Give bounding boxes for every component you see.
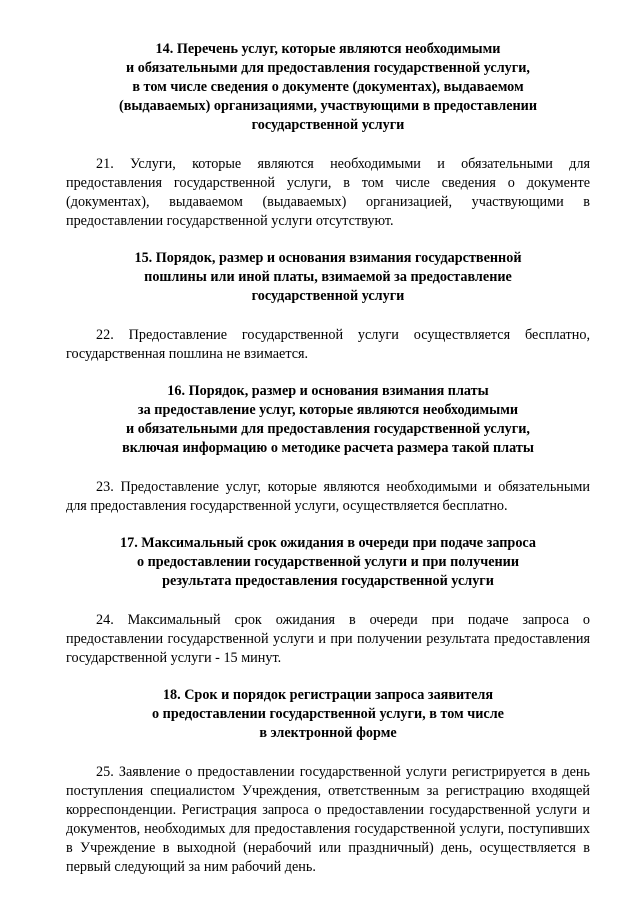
paragraph-25: 25. Заявление о предоставлении государственной услуги регистрируется в день поступления специалистом Учреждения, ответственным за регистрацию входящей корреспонденции. Регистрация запроса о предоставлении государственной услуги и документов, необходимых для предоставления государственной услуги, поступивших в Учреждение в выходной (нерабочий или праздничный) день, осуществляется в первый следующий за ним рабочий день. bbox=[66, 764, 590, 875]
section-17-heading bbox=[66, 534, 590, 591]
heading-line: государственной услуги bbox=[251, 288, 405, 304]
heading-line: пошлины или иной платы, взимаемой за предоставление bbox=[144, 269, 512, 285]
paragraph-24: 24. Максимальный срок ожидания в очереди при подаче запроса о предоставлении государственной услуги и при получении результата предоставления государственной услуги - 15 минут. bbox=[66, 612, 590, 666]
heading-line: 18. Срок и порядок регистрации запроса заявителя bbox=[162, 687, 494, 703]
heading-line: 14. Перечень услуг, которые являются необходимыми bbox=[155, 41, 501, 57]
heading-line: о предоставлении государственной услуги, в том числе bbox=[152, 706, 504, 722]
heading-line: за предоставление услуг, которые являются необходимыми bbox=[137, 402, 519, 418]
section-16-heading bbox=[66, 382, 590, 458]
heading-line: 15. Порядок, размер и основания взимания государственной bbox=[134, 250, 522, 266]
paragraph-21: 21. Услуги, которые являются необходимыми и обязательными для предоставления государственной услуги, в том числе сведения о документе (документах), выдаваемом (выдаваемых) организацией, участвующими в предоставлении государственной услуги отсутствуют. bbox=[66, 156, 590, 229]
heading-line: в том числе сведения о документе (документах), выдаваемом bbox=[132, 79, 524, 95]
heading-line: 17. Максимальный срок ожидания в очереди при подаче запроса bbox=[120, 535, 536, 551]
section-14-heading bbox=[66, 40, 590, 135]
heading-line: государственной услуги bbox=[251, 117, 405, 133]
heading-line: и обязательными для предоставления государственной услуги, bbox=[126, 421, 530, 437]
paragraph-22: 22. Предоставление государственной услуги осуществляется бесплатно, государственная пошлина не взимается. bbox=[66, 327, 590, 362]
section-15-heading bbox=[66, 249, 590, 306]
heading-line: в электронной форме bbox=[259, 725, 397, 741]
heading-line: и обязательными для предоставления государственной услуги, bbox=[126, 60, 530, 76]
paragraph-23: 23. Предоставление услуг, которые являются необходимыми и обязательными для предоставления государственной услуги, осуществляется бесплатно. bbox=[66, 479, 590, 514]
heading-line: 16. Порядок, размер и основания взимания платы bbox=[167, 383, 489, 399]
heading-line: результата предоставления государственной услуги bbox=[162, 573, 494, 589]
heading-line: о предоставлении государственной услуги и при получении bbox=[136, 554, 520, 570]
section-18-heading bbox=[66, 686, 590, 743]
heading-line: (выдаваемых) организациями, участвующими в предоставлении bbox=[118, 98, 538, 114]
document-page bbox=[66, 40, 590, 877]
heading-line: включая информацию о методике расчета размера такой платы bbox=[122, 440, 534, 456]
